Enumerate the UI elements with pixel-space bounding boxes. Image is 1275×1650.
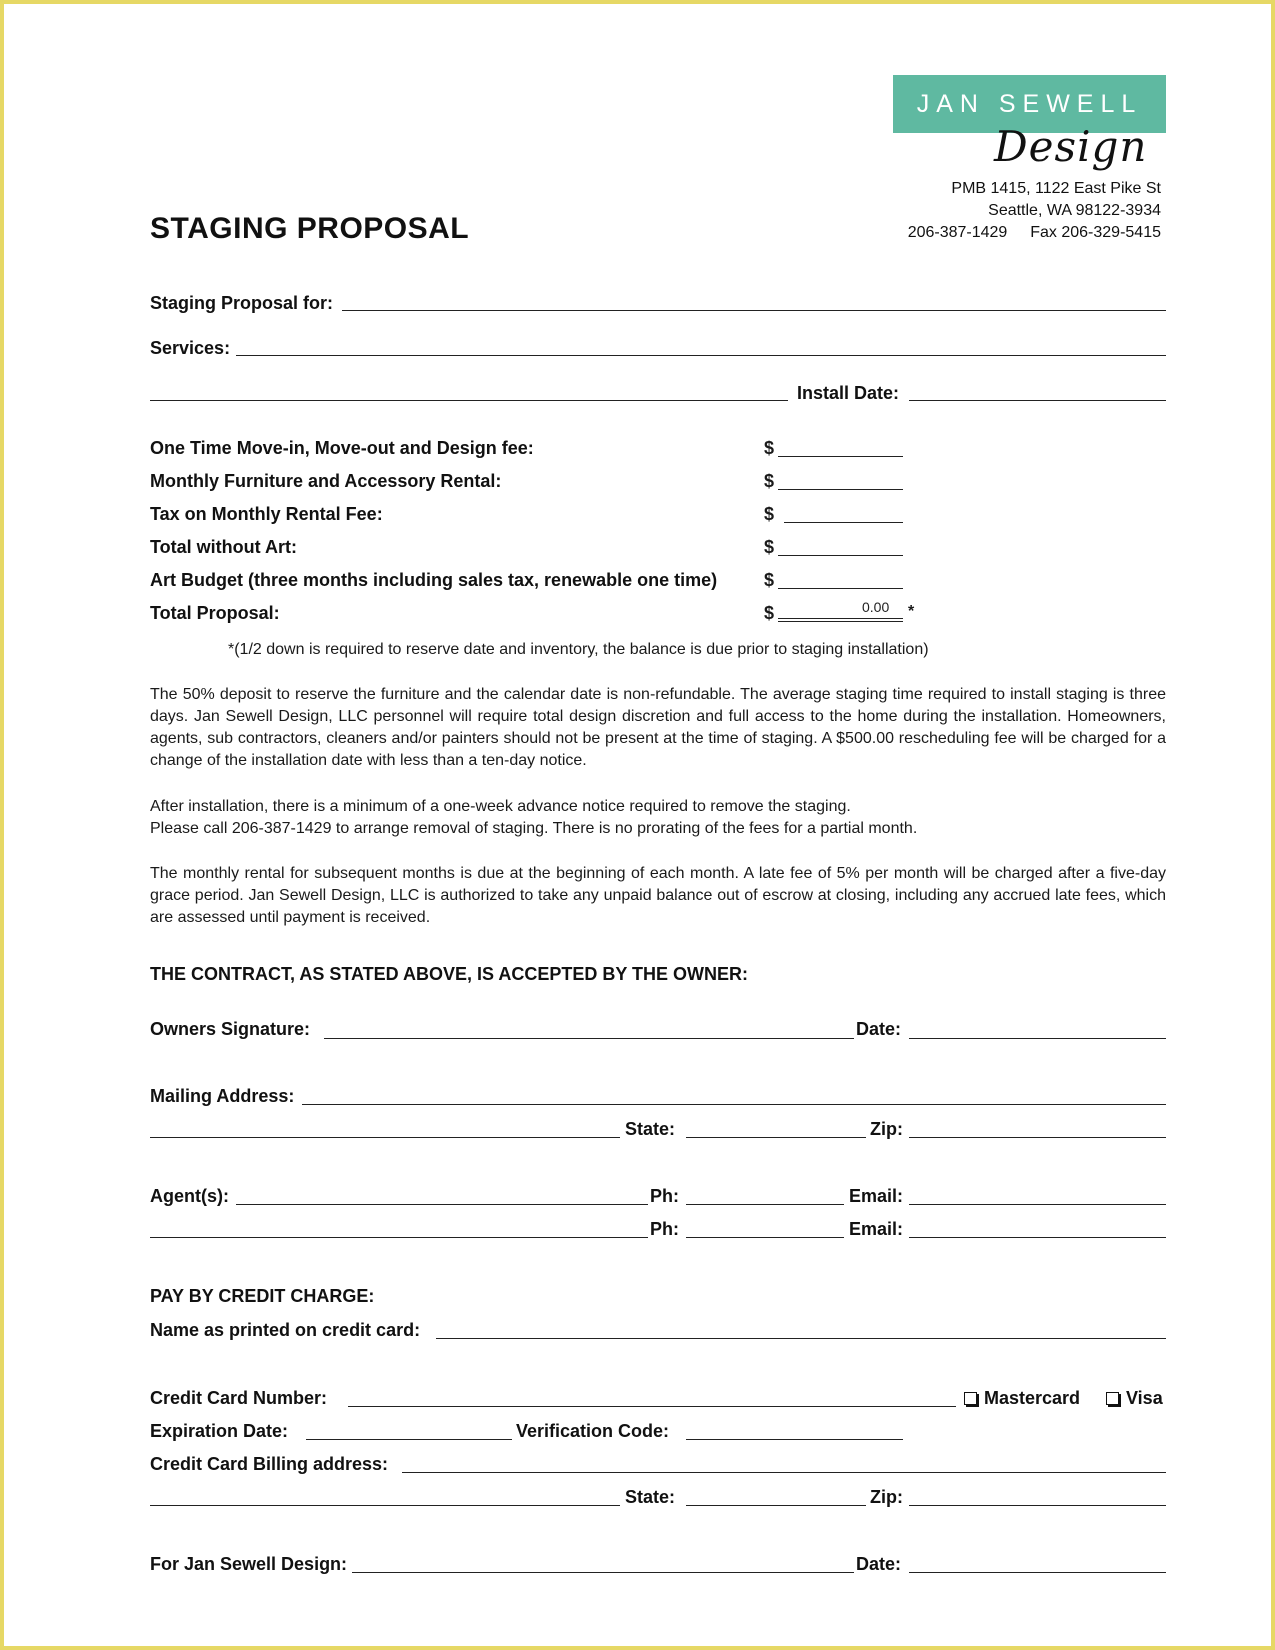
visa-label: Visa — [1126, 1388, 1163, 1408]
art-budget-field[interactable] — [778, 588, 903, 589]
currency-symbol: $ — [764, 570, 775, 590]
tax-field[interactable] — [784, 522, 903, 523]
logo-text: JAN SEWELL — [916, 89, 1143, 118]
currency-symbol: $ — [764, 603, 775, 623]
agent-2-phone-field[interactable] — [686, 1237, 844, 1238]
mailing-state-label: State: — [625, 1119, 676, 1139]
card-number-label: Credit Card Number: — [150, 1388, 328, 1408]
billing-zip-field[interactable] — [909, 1505, 1166, 1506]
total-proposal-field[interactable] — [778, 618, 903, 622]
fee-label-total-proposal: Total Proposal: — [150, 603, 280, 623]
owners-signature-field[interactable] — [324, 1038, 854, 1039]
address-line-1: PMB 1415, 1122 East Pike St — [951, 180, 1161, 197]
name-on-card-label: Name as printed on credit card: — [150, 1320, 421, 1340]
credit-heading: PAY BY CREDIT CHARGE: — [150, 1286, 375, 1306]
mailing-address-field[interactable] — [302, 1104, 1166, 1105]
total-asterisk: * — [908, 603, 915, 620]
terms-paragraph-2a: After installation, there is a minimum of a one-week advance notice required to remove the staging. — [150, 798, 851, 815]
monthly-rental-field[interactable] — [778, 489, 903, 490]
mailing-zip-label: Zip: — [870, 1119, 903, 1139]
deposit-note: *(1/2 down is required to reserve date and inventory, the balance is due prior to staging installation) — [228, 641, 929, 658]
card-number-field[interactable] — [348, 1406, 956, 1407]
fax-number: Fax 206-329-5415 — [1030, 224, 1161, 241]
currency-symbol: $ — [764, 438, 775, 458]
install-date-field[interactable] — [909, 400, 1166, 401]
total-proposal-value: 0.00 — [862, 599, 890, 615]
agents-label: Agent(s): — [150, 1186, 229, 1206]
agent-1-email-field[interactable] — [909, 1204, 1166, 1205]
terms-paragraph-1: The 50% deposit to reserve the furniture and the calendar date is non-refundable. The average staging time required to install staging is three days. Jan Sewell Design, LLC personnel will require total design discretion and full access to the home during the installation. Homeowners, agents, sub contractors, cleaners and/or painters should not be present at the time of staging. A $500.00 rescheduling fee will be charged for a change of the installation date with less than a ten-day notice. — [150, 686, 1166, 769]
expiration-label: Expiration Date: — [150, 1421, 289, 1441]
billing-address-label: Credit Card Billing address: — [150, 1454, 389, 1474]
mailing-state-field[interactable] — [686, 1137, 866, 1138]
company-signature-field[interactable] — [352, 1572, 854, 1573]
owner-date-field[interactable] — [909, 1038, 1166, 1039]
terms-paragraph-2b: Please call 206-387-1429 to arrange removal of staging. There is no prorating of the fees for a partial month. — [150, 820, 918, 837]
billing-address-field[interactable] — [402, 1472, 1166, 1473]
mailing-address-field-2[interactable] — [150, 1137, 620, 1138]
terms-paragraph-3: The monthly rental for subsequent months is due at the beginning of each month. A late fee of 5% per month will be charged after a five-day grace period. Jan Sewell Design, LLC is authorized to take any unpaid balance out of escrow at closing, including any accrued late fees, which are assessed until payment is received. — [150, 865, 1166, 926]
total-without-art-field[interactable] — [778, 555, 903, 556]
proposal-for-label: Staging Proposal for: — [150, 293, 334, 313]
address-line-2: Seattle, WA 98122-3934 — [988, 202, 1161, 219]
currency-symbol: $ — [764, 537, 775, 557]
visa-option[interactable] — [1106, 1388, 1163, 1409]
company-date-label: Date: — [856, 1554, 902, 1574]
install-date-label: Install Date: — [797, 383, 900, 403]
mastercard-label: Mastercard — [984, 1388, 1081, 1408]
mailing-address-label: Mailing Address: — [150, 1086, 295, 1106]
services-field[interactable] — [236, 355, 1166, 356]
fee-label-total-without-art: Total without Art: — [150, 537, 297, 557]
agent-2-email-label: Email: — [849, 1219, 904, 1239]
services-field-2[interactable] — [150, 400, 788, 401]
services-label: Services: — [150, 338, 231, 358]
billing-zip-label: Zip: — [870, 1487, 903, 1507]
fee-label-design: One Time Move-in, Move-out and Design fee: — [150, 438, 534, 458]
agent-2-field[interactable] — [150, 1237, 648, 1238]
contract-heading: THE CONTRACT, AS STATED ABOVE, IS ACCEPTED BY THE OWNER: — [150, 964, 749, 984]
currency-symbol: $ — [764, 504, 775, 524]
page-title: STAGING PROPOSAL — [150, 212, 470, 245]
fee-label-monthly-rental: Monthly Furniture and Accessory Rental: — [150, 471, 502, 491]
design-fee-field[interactable] — [778, 456, 903, 457]
currency-symbol: $ — [764, 471, 775, 491]
logo-script: Design — [994, 122, 1148, 171]
name-on-card-field[interactable] — [436, 1338, 1166, 1339]
owners-signature-label: Owners Signature: — [150, 1019, 311, 1039]
company-signature-label: For Jan Sewell Design: — [150, 1554, 348, 1574]
agent-1-phone-field[interactable] — [686, 1204, 844, 1205]
agent-2-email-field[interactable] — [909, 1237, 1166, 1238]
phone-number: 206-387-1429 — [907, 224, 1008, 241]
verification-field[interactable] — [686, 1439, 903, 1440]
billing-state-label: State: — [625, 1487, 676, 1507]
agent-1-email-label: Email: — [849, 1186, 904, 1206]
proposal-for-field[interactable] — [342, 310, 1166, 311]
owner-date-label: Date: — [856, 1019, 902, 1039]
billing-address-field-2[interactable] — [150, 1505, 620, 1506]
agent-1-ph-label: Ph: — [650, 1186, 679, 1206]
fee-label-tax: Tax on Monthly Rental Fee: — [150, 504, 383, 524]
fee-label-art-budget: Art Budget (three months including sales tax, renewable one time) — [150, 570, 718, 590]
agent-1-field[interactable] — [236, 1204, 648, 1205]
verification-label: Verification Code: — [516, 1421, 670, 1441]
phone-fax-line — [908, 224, 1161, 242]
mastercard-option[interactable] — [964, 1388, 1080, 1409]
agent-2-ph-label: Ph: — [650, 1219, 679, 1239]
mailing-zip-field[interactable] — [909, 1137, 1166, 1138]
billing-state-field[interactable] — [686, 1505, 866, 1506]
company-date-field[interactable] — [909, 1572, 1166, 1573]
mastercard-checkbox[interactable] — [964, 1392, 977, 1405]
expiration-field[interactable] — [306, 1439, 512, 1440]
visa-checkbox[interactable] — [1106, 1392, 1119, 1405]
